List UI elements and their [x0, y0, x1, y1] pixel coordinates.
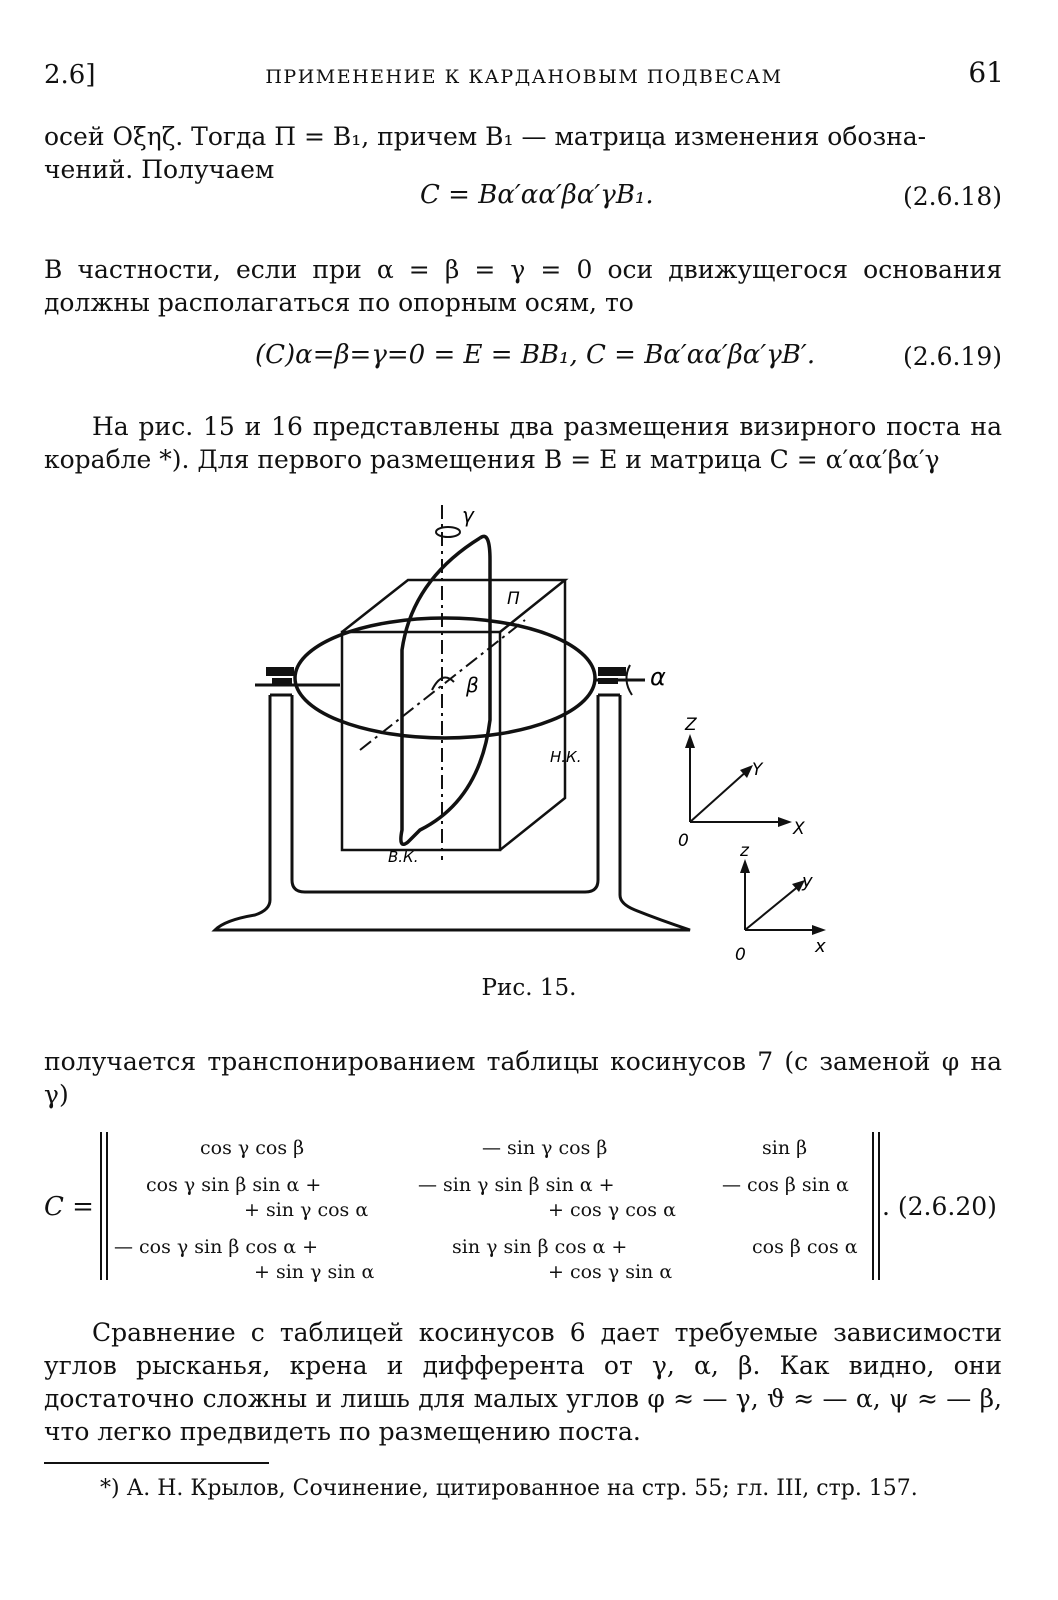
equation-number-2-6-20: . (2.6.20): [882, 1192, 997, 1221]
m13: sin β: [762, 1137, 808, 1159]
m23: — cos β sin α: [722, 1174, 849, 1196]
equation-2-6-19: (C)α=β=γ=0 = E = BB₁, C = Bα′αα′βα′γB′.: [255, 340, 816, 370]
paragraph-4: получается транспонированием таблицы косинусов 7 (с заменой φ на γ): [44, 1047, 1002, 1109]
axis-Z-label: Z: [685, 715, 697, 735]
m12: — sin γ cos β: [482, 1137, 608, 1159]
footnote-rule: [44, 1462, 269, 1464]
figure-15-gimbal-diagram: [180, 500, 860, 980]
m21-a: cos γ sin β sin α +: [146, 1174, 322, 1196]
stand-inner: [292, 695, 598, 892]
gamma-label: γ: [462, 503, 474, 527]
running-header: [44, 56, 1004, 96]
matrix-left-bar-1: [100, 1132, 102, 1280]
paragraph-3: На рис. 15 и 16 представлены два размещения визирного поста на корабле *). Для первого размещения B = E и матрица C = α′αα′βα′γ: [44, 412, 1002, 474]
axis-x-label: x: [815, 936, 826, 957]
paragraph-1-line-2: чений. Получаем: [44, 155, 275, 184]
matrix-right-bar-2: [878, 1132, 880, 1280]
m33: cos β cos α: [752, 1236, 858, 1258]
section-number: 2.6]: [44, 60, 96, 90]
m11: cos γ cos β: [200, 1137, 305, 1159]
equation-number-2-6-19: (2.6.19): [902, 342, 1002, 371]
m32-a: sin γ sin β cos α +: [452, 1236, 628, 1258]
paragraph-1-line-1: осей Oξηζ. Тогда Π = B₁, причем B₁ — матрица изменения обозна-: [44, 122, 927, 151]
pi-label: П: [507, 589, 520, 609]
axis-O-label-lower: 0: [735, 945, 746, 965]
cube-side: [500, 580, 565, 850]
stand-outline: [215, 695, 690, 930]
axis-Y-label: Y: [752, 760, 763, 780]
m22-a: — sin γ sin β sin α +: [418, 1174, 615, 1196]
axis-X-label: X: [793, 819, 805, 839]
alpha-label: α: [650, 663, 666, 691]
matrix-left-bar-2: [106, 1132, 108, 1280]
paragraph-2: В частности, если при α = β = γ = 0 оси движущегося основания должны располагаться по опорным осям, то: [44, 255, 1002, 317]
axis-y-label: y: [802, 871, 813, 892]
page-number: 61: [968, 56, 1004, 89]
matrix-lhs: C =: [44, 1192, 94, 1222]
running-title: ПРИМЕНЕНИЕ К КАРДАНОВЫМ ПОДВЕСАМ: [265, 66, 783, 88]
m32-b: + cos γ sin α: [548, 1261, 673, 1283]
nk-label: Н.К.: [550, 748, 582, 766]
cube-front: [342, 632, 500, 850]
m22-b: + cos γ cos α: [548, 1199, 676, 1221]
beta-label: β: [466, 673, 479, 697]
m21-b: + sin γ cos α: [244, 1199, 369, 1221]
paragraph-5: Сравнение с таблицей косинусов 6 дает требуемые зависимости углов рысканья, крена и дифферента от γ, α, β. Как видно, они достаточно сложны и лишь для малых углов φ ≈ — γ, ϑ ≈ — α, ψ ≈ — β, что легко предвидеть по размещению поста.: [44, 1318, 1002, 1446]
matrix-right-bar-1: [872, 1132, 874, 1280]
m31-a: — cos γ sin β cos α +: [114, 1236, 319, 1258]
m31-b: + sin γ sin α: [254, 1261, 375, 1283]
axis-O-label-upper: 0: [678, 831, 689, 851]
footnote: *) А. Н. Крылов, Сочинение, цитированное на стр. 55; гл. III, стр. 157.: [100, 1476, 918, 1501]
figure-caption: Рис. 15.: [481, 975, 577, 1001]
equation-number-2-6-18: (2.6.18): [902, 182, 1002, 211]
equation-2-6-18: C = Bα′αα′βα′γB₁.: [420, 180, 654, 210]
axis-z-label: z: [740, 841, 749, 861]
vk-label: В.К.: [388, 848, 419, 866]
